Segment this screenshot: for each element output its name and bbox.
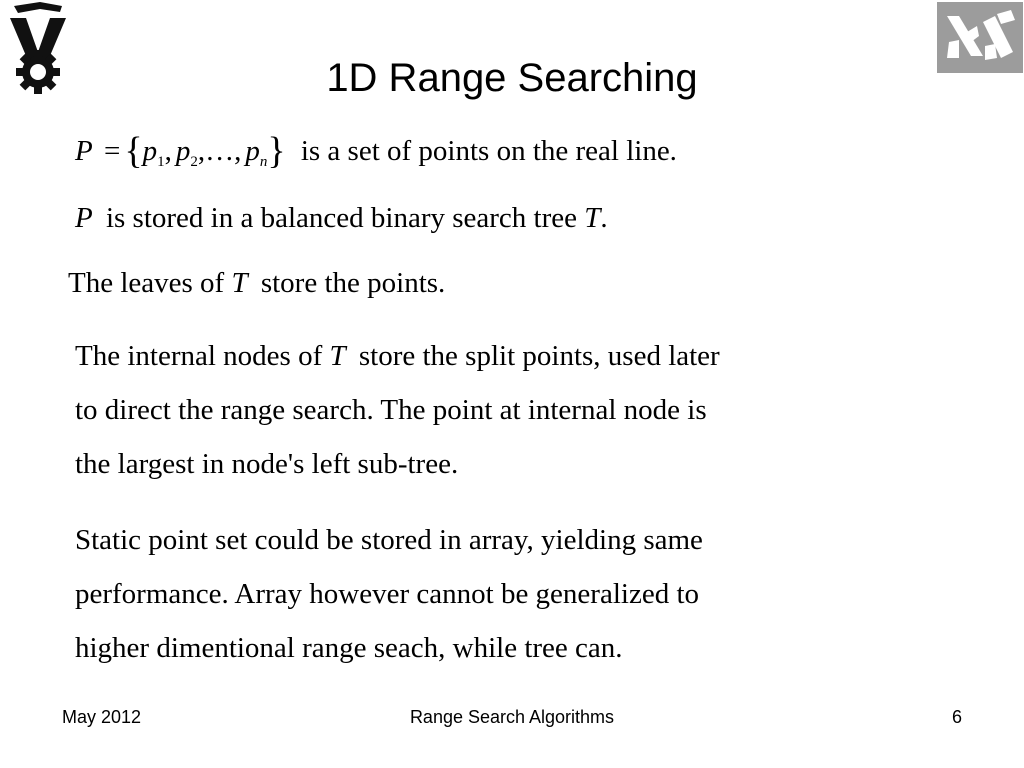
definition-line [75, 130, 677, 179]
footer-title: Range Search Algorithms [409, 707, 615, 727]
math-p1: p [142, 135, 158, 167]
math-T: T [231, 267, 248, 299]
paragraph-row: the largest in node's left sub-tree. [75, 448, 459, 480]
math-p2: p [175, 135, 191, 167]
leaves-text-b: store the points. [260, 267, 446, 299]
paragraph-row: higher dimentional range seach, while tree can. [75, 632, 623, 664]
paragraph-row: performance. Array however cannot be generalized to [75, 578, 699, 610]
math-ellipsis: ,…, [197, 135, 242, 167]
page-number: 6 [952, 707, 963, 727]
paragraph-row: to direct the range search. The point at internal node is [75, 394, 707, 426]
internal-text-a: The internal nodes of [75, 340, 323, 372]
definition-text: is a set of points on the real line. [300, 135, 677, 167]
storage-line [75, 201, 608, 235]
internal-nodes-paragraph [75, 329, 720, 491]
math-right-brace: } [267, 130, 286, 172]
math-sub-2: 2 [190, 154, 198, 170]
math-T: T [584, 202, 601, 234]
period: . [600, 202, 608, 234]
static-point-set-paragraph [75, 513, 703, 675]
slide-title: 1D Range Searching [326, 56, 698, 100]
internal-text-b: store the split points, used later [358, 340, 720, 372]
storage-text: is stored in a balanced binary search tree [105, 202, 578, 234]
leaves-text-a: The leaves of [68, 267, 225, 299]
leaves-line [68, 266, 445, 300]
math-sub-1: 1 [157, 154, 165, 170]
paragraph-row [75, 329, 720, 383]
math-T: T [329, 340, 346, 372]
math-sub-n: n [259, 154, 268, 170]
math-P: P [75, 202, 93, 234]
math-equals: = [103, 135, 121, 167]
math-P: P [75, 135, 93, 167]
math-left-brace: { [124, 130, 143, 172]
math-comma: , [164, 135, 172, 167]
math-pn: p [245, 135, 260, 167]
paragraph-row: Static point set could be stored in array, yielding same [75, 524, 703, 556]
footer-date: May 2012 [62, 707, 142, 727]
